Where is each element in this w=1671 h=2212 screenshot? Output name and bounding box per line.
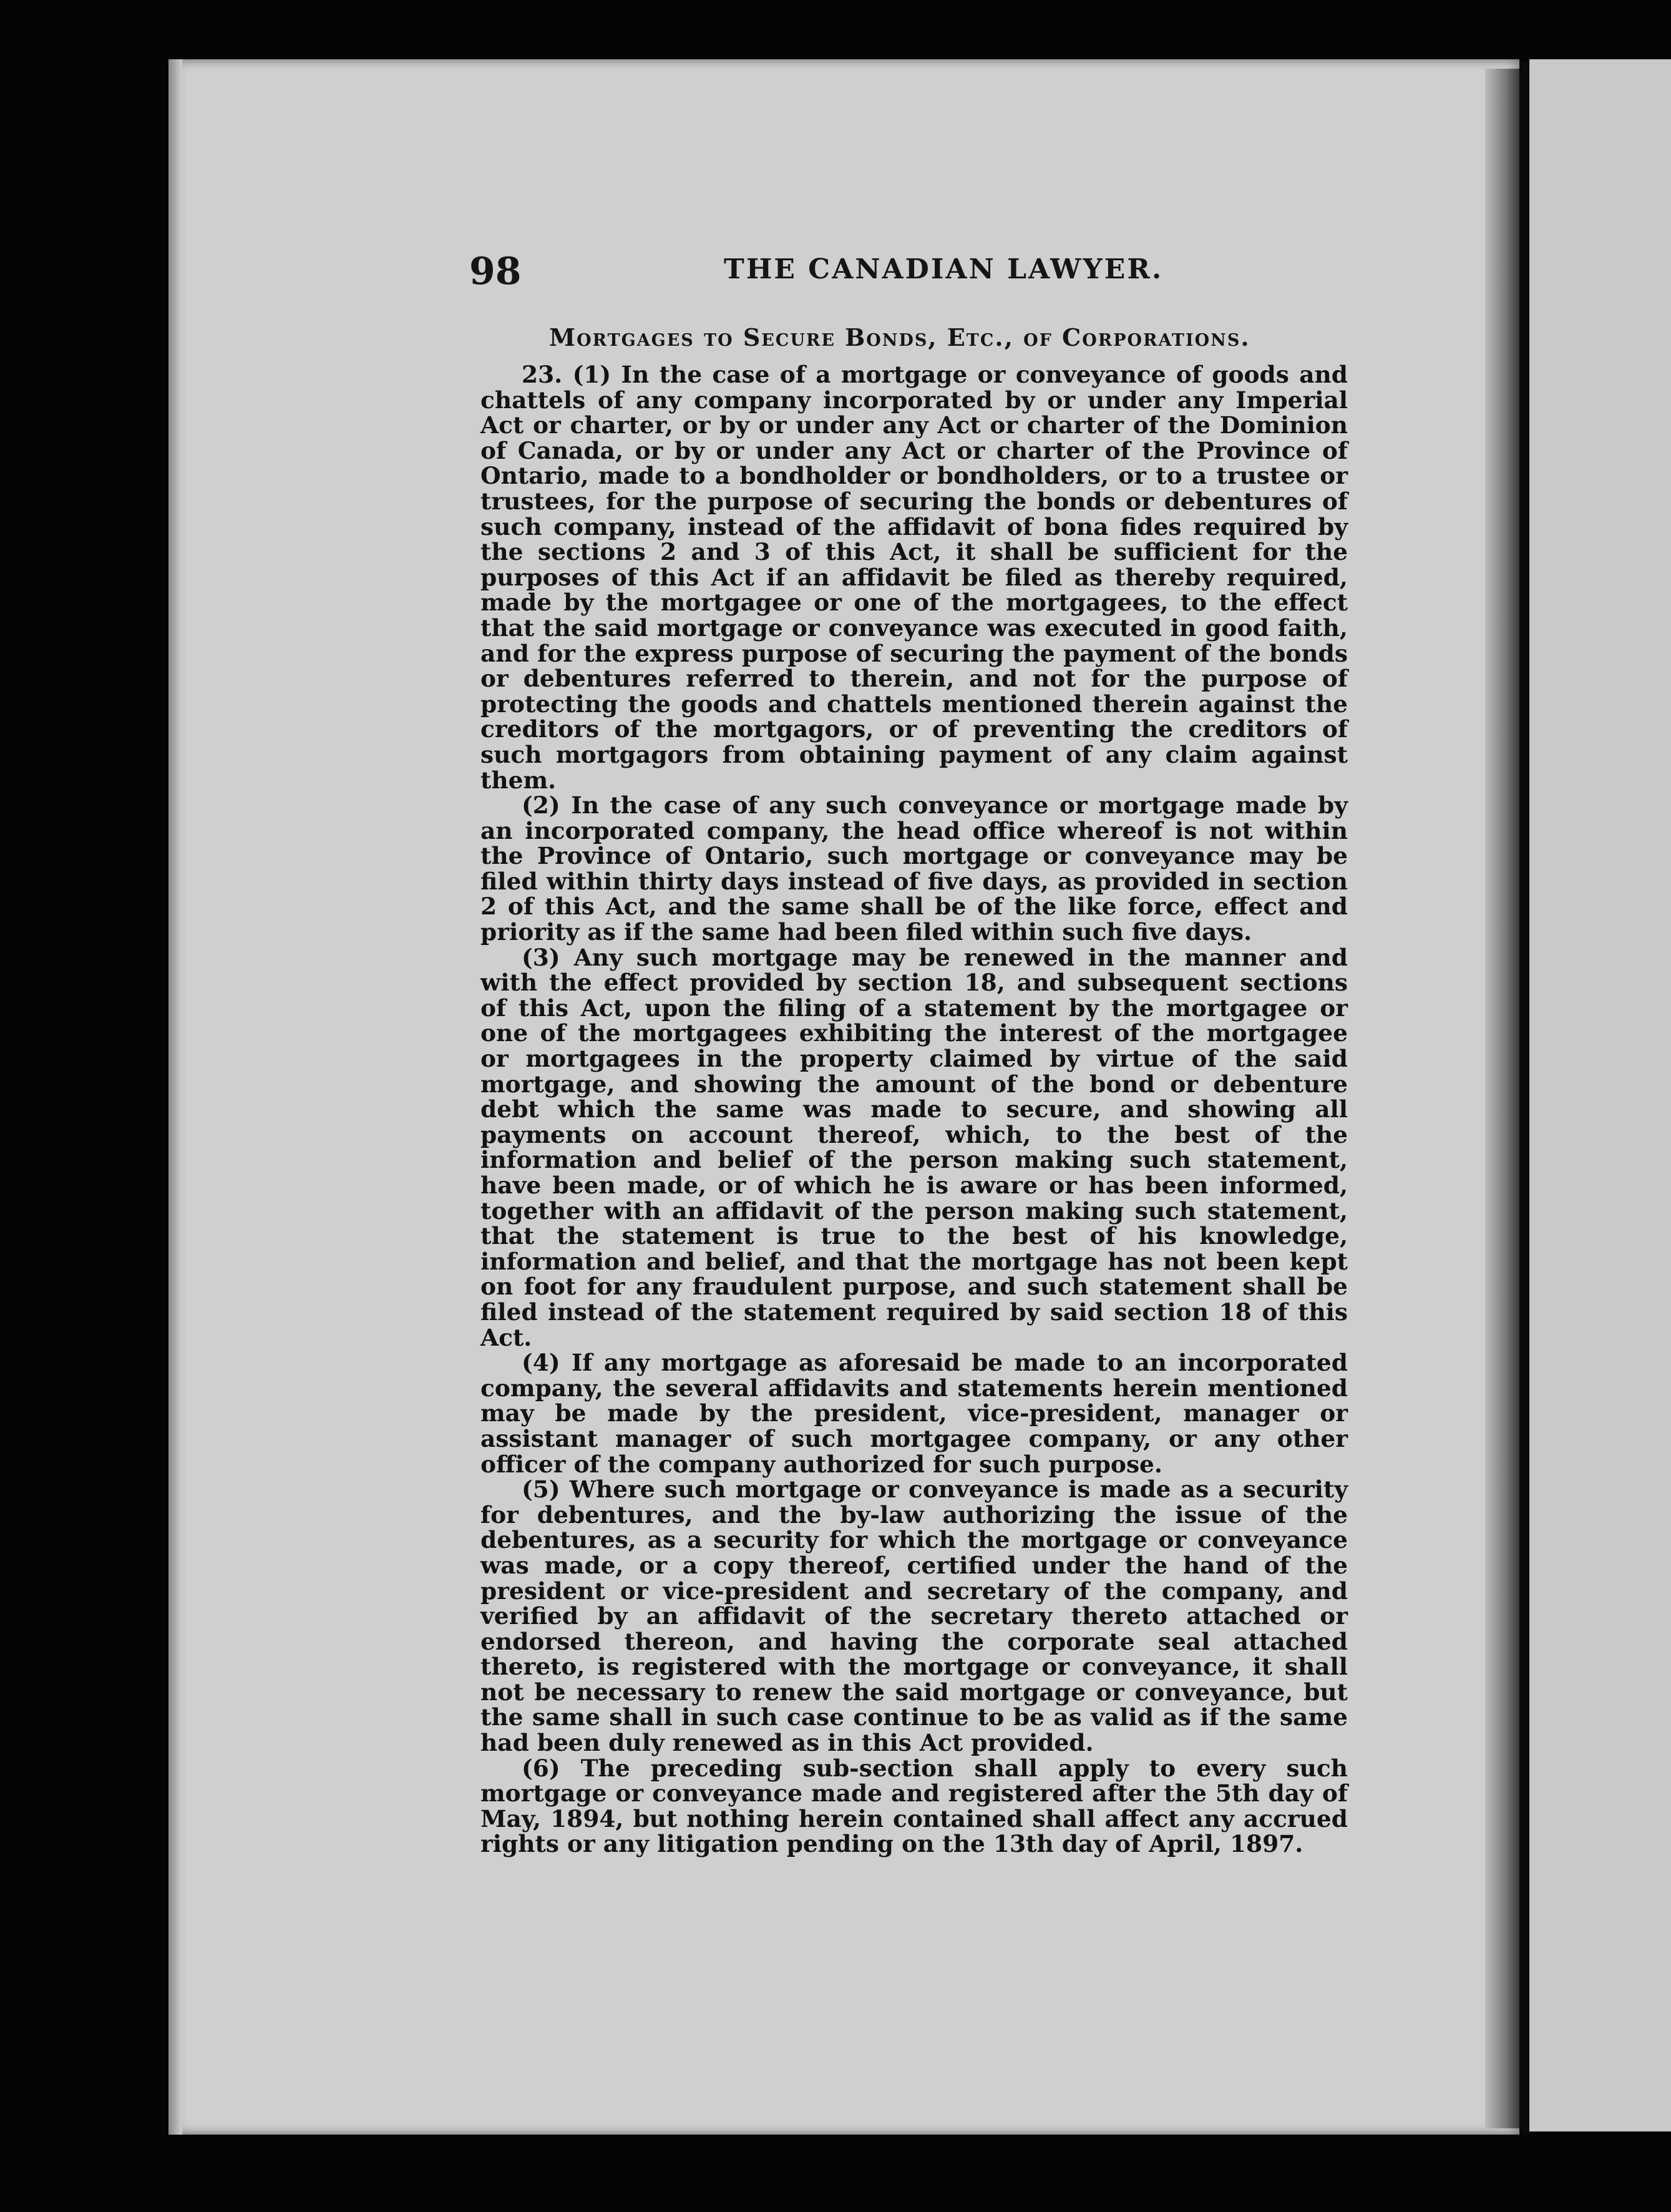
paragraph-subsection-3: (3) Any such mortgage may be renewed in the manner and with the effect provided by section 18, and subsequent sections of this Act, upon the filing of a statement by the mortgagee or one of the mortgagees exhibiting the interest of the mortgagee or mortgagees in the property claimed by virtue of the said mortgage, and showing the amount of the bond or debenture debt which the same was made to secure, and showing all payments on account thereof, which, to the best of the information and belief of the person making such statement, have been made, or of which he is aware or has been informed, together with an affidavit of the person making such statement, that the statement is true to the best of his knowledge, information and belief, and that the mortgage has not been kept on foot for any fraudulent purpose, and such statement shall be filed instead of the statement required by said section 18 of this Act.	[480, 943, 1348, 1351]
page-number: 98	[469, 250, 522, 293]
running-title: THE CANADIAN LAWYER.	[724, 253, 1164, 285]
paragraph-subsection-2: (2) In the case of any such conveyance or mortgage made by an incorporated company, the head office whereof is not within the Province of Ontario, such mortgage or conveyance may be filed within thirty days instead of five days, as provided in section 2 of this Act, and the same shall be of the like force, effect and priority as if the same had been filed within such five days.	[480, 791, 1348, 946]
paragraph-subsection-1: 23. (1) In the case of a mortgage or conveyance of goods and chattels of any company incorporated by or under any Imperial Act or charter, or by or under any Act or charter of the Dominion of Canada, or by or under any Act or charter of the Province of Ontario, made to a bondholder or bondholders, or to a trustee or trustees, for the purpose of securing the bonds or debentures of such company, instead of the affidavit of bona fides required by the sections 2 and 3 of this Act, it shall be sufficient for the purposes of this Act if an affidavit be filed as thereby required, made by the mortgagee or one of the mortgagees, to the effect that the said mortgage or conveyance was executed in good faith, and for the express purpose of securing the payment of the bonds or debentures referred to therein, and not for the purpose of protecting the goods and chattels mentioned therein against the creditors of the mortgagors, or of preventing the creditors of such mortgagors from obtaining payment of any claim against them.	[480, 361, 1348, 794]
paragraph-subsection-4: (4) If any mortgage as aforesaid be made to an incorporated company, the several affidavits and statements herein mentioned may be made by the president, vice-president, manager or assistant manager of such mortgagee company, or any other officer of the company authorized for such purpose.	[480, 1349, 1348, 1478]
page-header	[0, 250, 1671, 293]
adjacent-page-edge	[1529, 59, 1671, 2131]
section-title: Mortgages to Secure Bonds, Etc., of Corporations.	[549, 323, 1250, 351]
paragraph-subsection-5: (5) Where such mortgage or conveyance is made as a security for debentures, and the by-law authorizing the issue of the debentures, as a security for which the mortgage or conveyance was made, or a copy thereof, certified under the hand of the president or vice-president and secretary of the company, and verified by an affidavit of the secretary thereto attached or endorsed thereon, and having the corporate seal attached thereto, is registered with the mortgage or conveyance, it shall not be necessary to renew the said mortgage or conveyance, but the same shall in such case continue to be as valid as if the same had been duly renewed as in this Act provided.	[480, 1475, 1348, 1757]
statute-body	[480, 362, 1348, 1857]
page-gutter-shadow	[1485, 69, 1519, 2128]
page-divider	[1519, 62, 1529, 2135]
paragraph-subsection-6: (6) The preceding sub-section shall apply to every such mortgage or conveyance made and registered after the 5th day of May, 1894, but nothing herein contained shall affect any accrued rights or any litigation pending on the 13th day of April, 1897.	[480, 1754, 1348, 1858]
